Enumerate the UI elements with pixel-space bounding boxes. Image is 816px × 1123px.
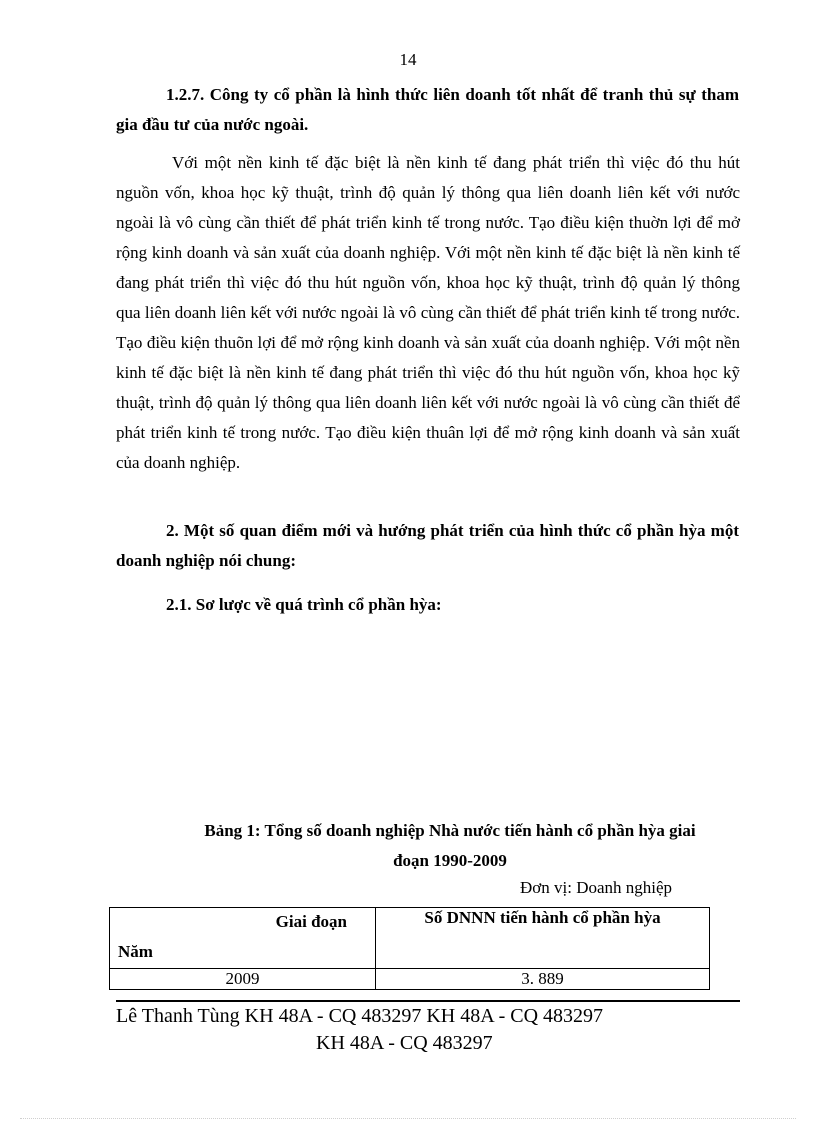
footer-line-1: Lê Thanh Tùng KH 48A - CQ 483297 KH 48A - CQ 483297 <box>116 1005 604 1027</box>
table-caption-line-2: đoạn 1990-2009 <box>393 851 507 870</box>
enterprise-table <box>109 907 710 990</box>
page-number: 14 <box>399 50 417 69</box>
table-unit-label: Đơn vị: Doanh nghiệp <box>520 878 673 897</box>
header-corner-cell <box>110 908 376 969</box>
header-count-label: Số DNNN tiến hành cổ phần hỳa <box>376 908 710 969</box>
table-header-row <box>110 908 710 969</box>
body-paragraph: Với một nền kinh tế đặc biệt là nền kinh tế đang phát triển thì việc đó thu hút nguồn vốn, khoa học kỹ thuật, trình độ quản lý thông qua liên doanh liên kết với nước ngoài là vô cùng cần thiết để phát triển kinh tế trong nước. Tạo điều kiện thuờn lợi để mở rộng kinh doanh và sản xuất của doanh nghiệp. Với một nền kinh tế đặc biệt là nền kinh tế đang phát triển thì việc đó thu hút nguồn vốn, khoa học kỹ thuật, trình độ quản lý thông qua liên doanh liên kết với nước ngoài là vô cùng cần thiết để phát triển kinh tế trong nước. Tạo điều kiện thuõn lợi để mở rộng kinh doanh và sản xuất của doanh nghiệp. Với một nền kinh tế đặc biệt là nền kinh tế đang phát triển thì việc đó thu hút nguồn vốn, khoa học kỹ thuật, trình độ quản lý thông qua liên doanh liên kết với nước ngoài là vô cùng cần thiết để phát triển kinh tế trong nước. Tạo điều kiện thuân lợi để mở rộng kinh doanh và sản xuất của doanh nghiệp. <box>116 153 740 472</box>
section-heading-2: 2. Một số quan điểm mới và hướng phát triển của hình thức cổ phần hỳa một doanh nghiệp nói chung: <box>116 521 739 570</box>
page-footer <box>116 1003 740 1057</box>
count-cell: 3. 889 <box>376 969 710 990</box>
section-heading-2-1: 2.1. Sơ lược về quá trình cổ phần hỳa: <box>166 595 442 614</box>
header-period-label: Giai đoạn <box>275 912 347 931</box>
footer-line-2: KH 48A - CQ 483297 <box>316 1032 493 1054</box>
footer-rule <box>116 1000 740 1002</box>
section-heading-1-2-7: 1.2.7. Công ty cổ phần là hình thức liên doanh tốt nhất để tranh thủ sự tham gia đầu tư của nước ngoài. <box>116 85 739 134</box>
year-cell: 2009 <box>110 969 376 990</box>
table-caption-line-1: Bảng 1: Tổng số doanh nghiệp Nhà nước tiến hành cổ phần hỳa giai <box>204 821 696 840</box>
page-edge-dotted-line <box>20 1118 796 1119</box>
table-caption <box>170 816 730 876</box>
table-row <box>110 969 710 990</box>
header-year-label: Năm <box>118 942 153 961</box>
